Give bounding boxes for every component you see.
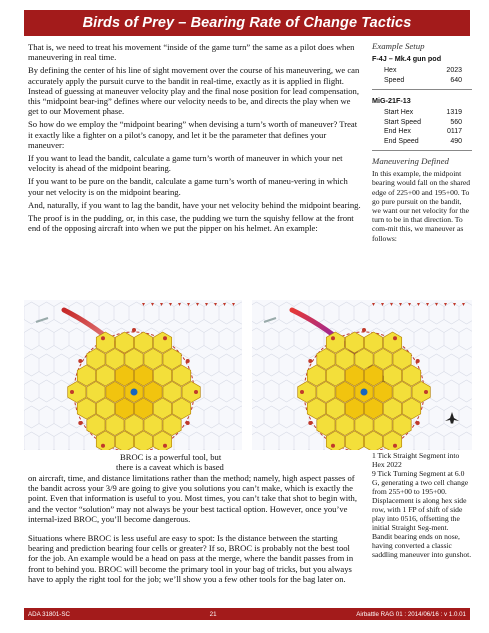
- bearing-marker: [70, 390, 74, 394]
- bearing-marker: [101, 336, 105, 340]
- paragraph: That is, we need to treat his movement “inside of the game turn” the same as a pilot does when maneuvering in real time.: [28, 42, 355, 63]
- own-aircraft-marker: [131, 389, 138, 396]
- paragraph: By defining the center of his line of sight movement over the course of his maneuvering, we can accurately apply the pursuit curve to the bandit in real-time, exactly as it is applied in flight. Instead of guessing at maneuver velocity play and the final nose position for lead compensation, this “midpoint bear-ing” defines where our velocity needs to be, and directs the play when we get to our Movement phase.: [28, 65, 360, 117]
- bearing-marker: [308, 421, 312, 425]
- mig-stat-row: End Hex 0117: [384, 128, 462, 136]
- bearing-marker: [362, 328, 366, 332]
- bearing-marker: [308, 359, 312, 363]
- bearing-marker: [393, 336, 397, 340]
- paragraph: If you want to be pure on the bandit, calculate a game turn’s worth of maneu-vering in which your net velocity is on the midpoint bearing.: [28, 176, 348, 197]
- hex-map-svg: [24, 300, 472, 450]
- legend-item: 1 Tick Straight Segment into Hex 2022: [372, 451, 460, 469]
- footer-version: Airbattle RAG 01 : 2014/06/16 : v 1.0.01: [356, 610, 466, 618]
- paragraph: Situations where BROC is less useful are easy to spot: Is the distance between the starting bearing and prediction bearing four cells or greater? If so, BROC is probably not the best tool for the job. An example would be a head on pass at the merge, where the bandit passes from in front to behind you. BROC will become the primary tool in your bag of tricks, but you always have to apply the right tool for the job; we’ll show you a few other tools for the bag later on.: [28, 533, 354, 584]
- paragraph: So how do we employ the “midpoint bearing” when devising a turn’s worth of maneuver? Treat it exactly like a fighter on a pilot’s canopy, and let it be the parameter that defines your maneuver:: [28, 119, 358, 150]
- bearing-marker: [78, 359, 82, 363]
- bearing-marker: [163, 336, 167, 340]
- mig-stat-row: Start Speed 560: [384, 118, 462, 126]
- bearing-marker: [300, 390, 304, 394]
- page-number: 21: [209, 610, 217, 618]
- divider: [372, 150, 472, 151]
- bearing-marker: [186, 421, 190, 425]
- hex-map-figure: [24, 300, 472, 450]
- sidebar: [372, 42, 472, 243]
- bearing-marker: [393, 444, 397, 448]
- paragraph: If you want to lead the bandit, calculate a game turn’s worth of maneuver in which your net velocity is ahead of the midpoint bearing.: [28, 153, 343, 174]
- page-title: Birds of Prey – Bearing Rate of Change Tactics: [82, 15, 412, 31]
- f4-stat-row: Speed 640: [384, 76, 462, 84]
- legend-item: Bandit bearing ends on nose, having converted a classic saddling maneuver into gunshot.: [372, 532, 472, 559]
- mig-aircraft-name: MiG-21F-13: [372, 96, 411, 106]
- maneuver-legend: [372, 451, 472, 559]
- legend-item: 9 Tick Turning Segment at 6.0 G, generating a two cell change from 255+00 to 195+00. Displacement is along hex side row, with 1 FP of shift of side play into 0516, offsetting the initial Straight Seg-ment.: [372, 469, 469, 532]
- bearing-marker: [163, 444, 167, 448]
- bearing-marker: [416, 359, 420, 363]
- page-footer: [24, 608, 470, 620]
- paragraph: And, naturally, if you want to lag the bandit, have your net velocity behind the midpoint bearing.: [28, 199, 361, 210]
- main-text-column: [28, 42, 362, 236]
- maneuvering-defined-text: In this example, the midpoint bearing would fall on the shared edge of 225+00 and 195+00. To go pure pursuit on the bandit, we want our net velocity for the turn to be in that direction. To com-mit this, we maneuver as follows:: [372, 169, 471, 243]
- bearing-marker: [132, 328, 136, 332]
- divider: [372, 89, 472, 90]
- bearing-marker: [78, 421, 82, 425]
- paragraph: on aircraft, time, and distance limitations rather than the method; namely, high aspect passes of the bandit across your 3/9 are going to give you solutions you can’t make, which is exactly the point. Even that information is useful to you. Most times, you can’t take that shot to begin with, and the vector “solution” may not always be your best tactical option. However, once you’ve internal-ized BROC, you’ll become dangerous.: [28, 473, 357, 524]
- bearing-marker: [416, 421, 420, 425]
- f4-stat-row: Hex 2023: [384, 67, 462, 75]
- maneuvering-defined-title: Maneuvering Defined: [372, 156, 449, 167]
- bearing-marker: [194, 390, 198, 394]
- paragraph: The proof is in the pudding, or, in this case, the pudding we turn the squishy fellow at the front end of the opposing aircraft into when we put the pipper on his helmet. An example:: [28, 213, 354, 234]
- example-setup-title: Example Setup: [372, 41, 425, 51]
- bearing-marker: [331, 444, 335, 448]
- caption-line: there is a caveat which is based: [116, 462, 224, 472]
- bearing-marker: [331, 336, 335, 340]
- mig-stat-row: End Speed 490: [384, 137, 462, 145]
- bearing-marker: [186, 359, 190, 363]
- bearing-marker: [101, 444, 105, 448]
- page-title-banner: [24, 10, 470, 36]
- f4-aircraft-name: F-4J – Mk.4 gun pod: [372, 54, 442, 64]
- bearing-marker: [424, 390, 428, 394]
- own-aircraft-marker: [361, 389, 368, 396]
- footer-code: ADA 31801-SC: [28, 610, 70, 618]
- mig-stat-row: Start Hex 1319: [384, 109, 462, 117]
- caption-line: BROC is a powerful tool, but: [120, 452, 222, 462]
